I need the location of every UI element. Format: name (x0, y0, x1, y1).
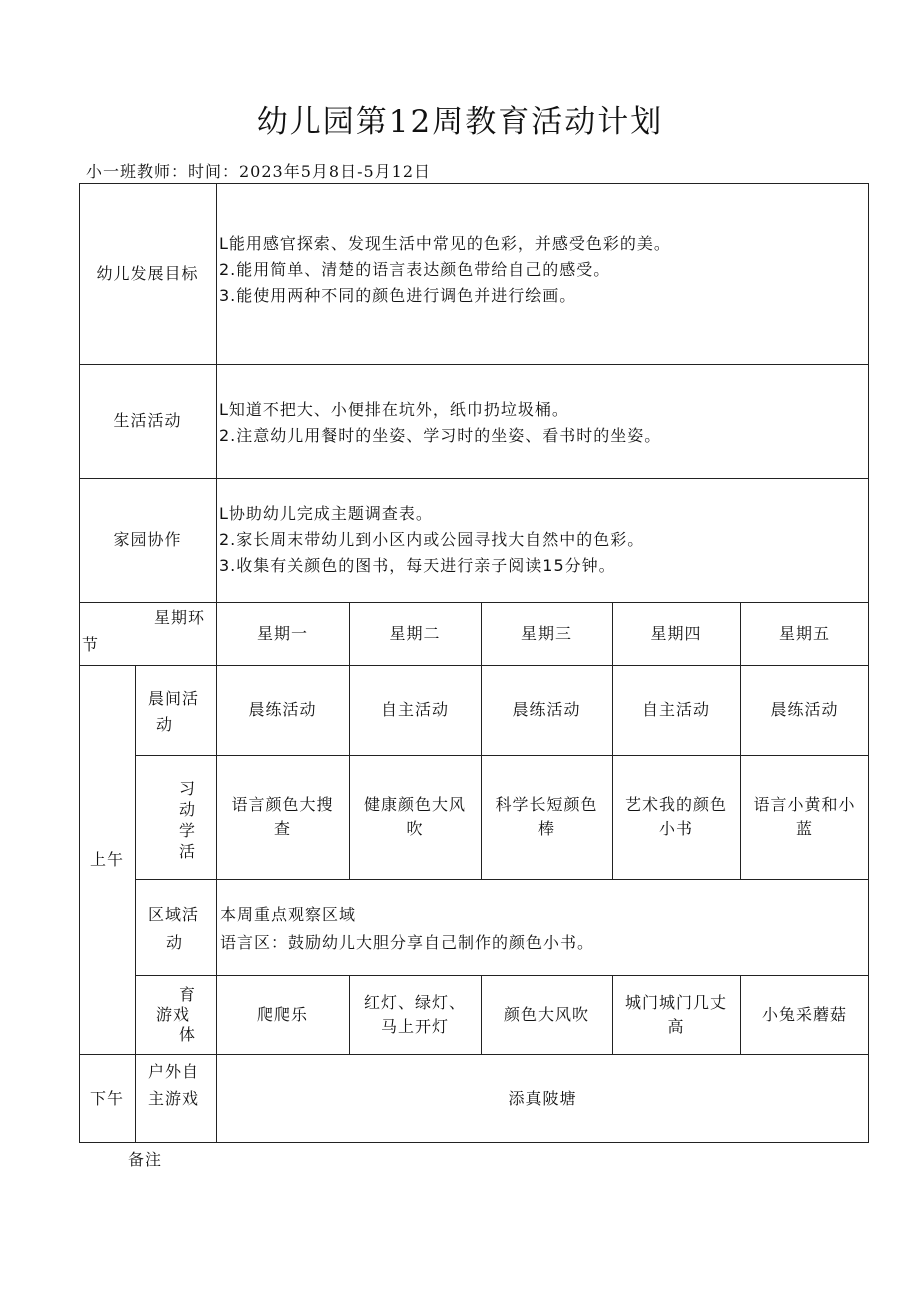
grid-line (135, 665, 136, 1143)
morning-activity-wed: 晨练活动 (512, 700, 581, 719)
row-label-line: 游戏 (156, 1005, 191, 1024)
corner-label-top: 星期环 (154, 608, 206, 627)
content-line: 本周重点观察区域 (220, 905, 357, 924)
home-list (219, 501, 644, 579)
goals-list (219, 231, 671, 309)
cell-line: 红灯、绿灯、 (363, 992, 466, 1012)
cell-line: 小书 (658, 819, 693, 838)
list-item: 2.家长周末带幼儿到小区内或公园寻找大自然中的色彩。 (219, 530, 645, 549)
row-label-line: 主游戏 (148, 1089, 200, 1108)
morning-activity-mon: 晨练活动 (248, 700, 317, 719)
pe-games-mon (216, 975, 349, 1054)
row-label-line: 动 (179, 800, 197, 819)
cell-line: 健康颜色大风 (363, 795, 466, 814)
cell-line: 爬爬乐 (256, 1004, 308, 1024)
cell-line: 语言颜色大搜 (231, 795, 334, 814)
class-teacher-date-line: 小一班教师：时间：2023年5月8日-5月12日 (86, 162, 432, 181)
list-item: 3.能使用两种不同的颜色进行调色并进行绘画。 (219, 286, 577, 305)
learning-wed (481, 755, 612, 879)
row-label-line: 动 (166, 933, 184, 952)
list-item: L能用感官探索、发现生活中常见的色彩，并感受色彩的美。 (219, 234, 671, 253)
row-label-line: 户外自 (148, 1062, 200, 1081)
grid-line (135, 879, 869, 880)
cell-line: 颜色大风吹 (503, 1004, 589, 1024)
cell-line: 高 (667, 1016, 685, 1036)
list-item: L协助幼儿完成主题调查表。 (219, 504, 433, 523)
content-line: 语言区：鼓励幼儿大胆分享自己制作的颜色小书。 (220, 933, 595, 952)
day-header-thu: 星期四 (650, 623, 702, 643)
pe-games-tue (349, 975, 481, 1054)
cell-line: 蓝 (795, 819, 813, 838)
remarks-label: 备注 (128, 1150, 163, 1169)
list-item: 2.注意幼儿用餐时的坐姿、学习时的坐姿、看书时的坐姿。 (219, 426, 662, 445)
area-activity-content (220, 901, 594, 957)
day-header-wed: 星期三 (520, 623, 572, 643)
morning-activity-thu: 自主活动 (641, 700, 710, 719)
pe-games-wed (481, 975, 612, 1054)
cell-line: 马上开灯 (380, 1016, 449, 1036)
morning-activity-fri: 晨练活动 (770, 700, 839, 719)
corner-label-bottom: 节 (82, 635, 100, 654)
home-label: 家园协作 (113, 530, 182, 549)
cell-line: 科学长短颜色 (495, 795, 598, 814)
day-header-fri: 星期五 (778, 623, 830, 643)
day-header-mon: 星期一 (256, 623, 308, 643)
learning-tue (349, 755, 481, 879)
life-list (219, 397, 661, 449)
pe-games-fri (740, 975, 869, 1054)
list-item: 2.能用简单、清楚的语言表达颜色带给自己的感受。 (219, 260, 611, 279)
cell-line: 查 (273, 819, 291, 838)
learning-fri (740, 755, 869, 879)
cell-line: 吹 (406, 819, 424, 838)
row-label-line: 活 (179, 842, 197, 861)
goals-label: 幼儿发展目标 (96, 263, 199, 283)
morning-activity-tue: 自主活动 (380, 700, 449, 719)
page-title: 幼儿园第12周教育活动计划 (256, 104, 664, 140)
list-item: L知道不把大、小便排在坑外，纸巾扔垃圾桶。 (219, 400, 569, 419)
learning-thu (612, 755, 740, 879)
life-label: 生活活动 (113, 411, 182, 430)
pe-games-thu (612, 975, 740, 1054)
cell-line: 城门城门几丈 (624, 992, 727, 1012)
list-item: 3.收集有关颜色的图书，每天进行亲子阅读15分钟。 (219, 556, 616, 575)
row-label-line: 学 (179, 821, 197, 840)
row-label-line: 动 (156, 715, 174, 734)
cell-line: 棒 (537, 819, 555, 838)
afternoon-label: 下午 (89, 1088, 124, 1108)
row-label-line: 晨间活 (148, 689, 200, 708)
row-label-line: 习 (179, 779, 197, 798)
row-label-line: 体 (179, 1025, 197, 1044)
day-header-tue: 星期二 (389, 623, 441, 643)
cell-line: 小兔采蘑菇 (761, 1004, 847, 1024)
grid-line (216, 183, 217, 602)
cell-line: 艺术我的颜色 (624, 795, 727, 814)
row-label-line: 区域活 (148, 905, 200, 924)
cell-line: 语言小黄和小 (753, 795, 856, 814)
outdoor-games-content: 添真陂塘 (508, 1088, 577, 1108)
row-label-line: 育 (179, 985, 197, 1004)
learning-mon (216, 755, 349, 879)
morning-label: 上午 (89, 849, 124, 869)
